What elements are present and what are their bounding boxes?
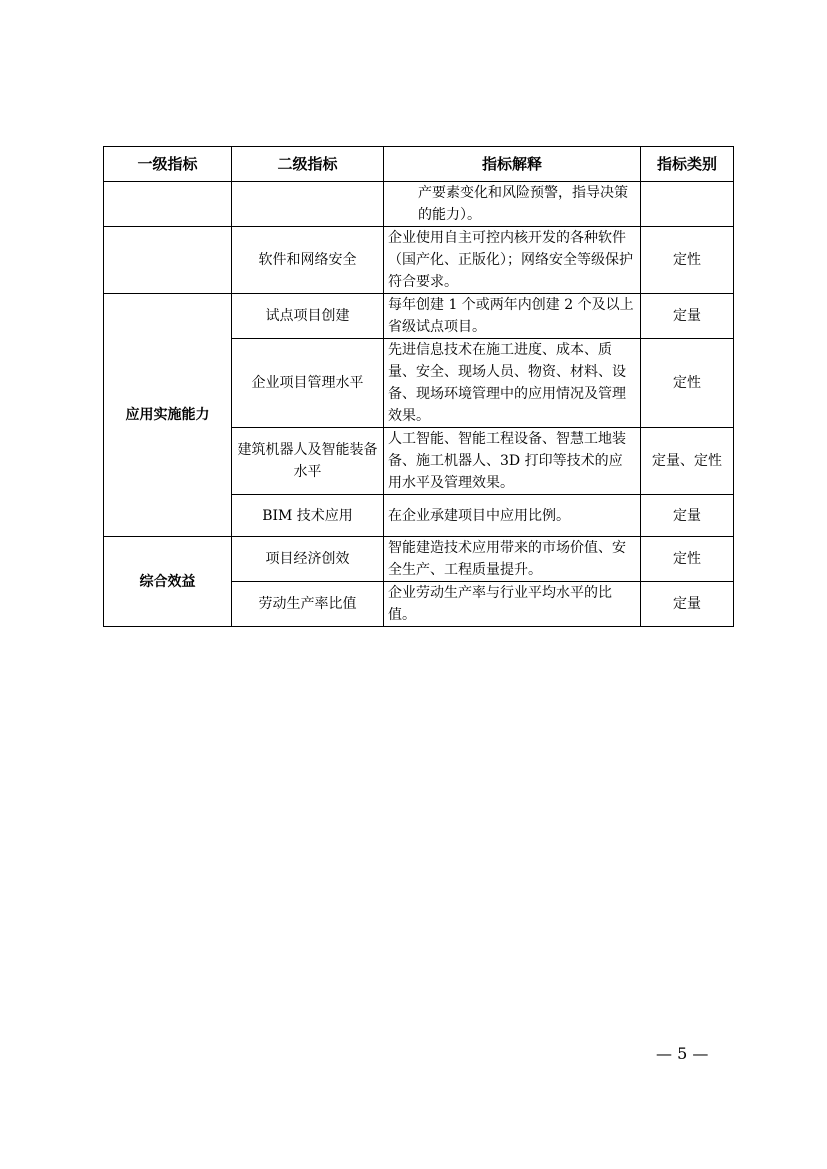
explanation-cell: 人工智能、智能工程设备、智慧工地装备、施工机器人、3D 打印等技术的应用水平及管理效果。 (384, 428, 641, 495)
level2-cell: 建筑机器人及智能装备水平 (232, 428, 384, 495)
category-cell: 定量、定性 (641, 428, 734, 495)
explanation-cell: 先进信息技术在施工进度、成本、质量、安全、现场人员、物资、材料、设备、现场环境管理中的应用情况及管理效果。 (384, 339, 641, 428)
level2-cell: 软件和网络安全 (232, 227, 384, 294)
category-cell: 定性 (641, 227, 734, 294)
level2-cell: BIM 技术应用 (232, 495, 384, 537)
category-cell: 定量 (641, 495, 734, 537)
page-number: — 5 — (656, 1044, 709, 1063)
table-header-row (104, 147, 734, 182)
level2-cell: 试点项目创建 (232, 294, 384, 339)
explanation-cell: 企业劳动生产率与行业平均水平的比值。 (384, 582, 641, 627)
level1-cell: 应用实施能力 (104, 294, 232, 537)
explanation-cell: 智能建造技术应用带来的市场价值、安全生产、工程质量提升。 (384, 537, 641, 582)
explanation-cell: 每年创建 1 个或两年内创建 2 个及以上省级试点项目。 (384, 294, 641, 339)
header-category: 指标类别 (641, 147, 734, 182)
category-cell: 定量 (641, 582, 734, 627)
table-row (104, 227, 734, 294)
indicator-table (103, 146, 734, 627)
header-level1: 一级指标 (104, 147, 232, 182)
level1-cell (104, 182, 232, 227)
category-cell: 定性 (641, 537, 734, 582)
explanation-cell: 企业使用自主可控内核开发的各种软件（国产化、正版化）；网络安全等级保护符合要求。 (384, 227, 641, 294)
level1-cell: 综合效益 (104, 537, 232, 627)
explanation-cell: 产要素变化和风险预警，指导决策的能力）。 (384, 182, 641, 227)
level2-cell (232, 182, 384, 227)
category-cell (641, 182, 734, 227)
category-cell: 定量 (641, 294, 734, 339)
explanation-cell: 在企业承建项目中应用比例。 (384, 495, 641, 537)
header-level2: 二级指标 (232, 147, 384, 182)
level2-cell: 劳动生产率比值 (232, 582, 384, 627)
category-cell: 定性 (641, 339, 734, 428)
level2-cell: 项目经济创效 (232, 537, 384, 582)
header-explanation: 指标解释 (384, 147, 641, 182)
table-row (104, 537, 734, 582)
level1-cell (104, 227, 232, 294)
table-row (104, 294, 734, 339)
table-row (104, 182, 734, 227)
level2-cell: 企业项目管理水平 (232, 339, 384, 428)
